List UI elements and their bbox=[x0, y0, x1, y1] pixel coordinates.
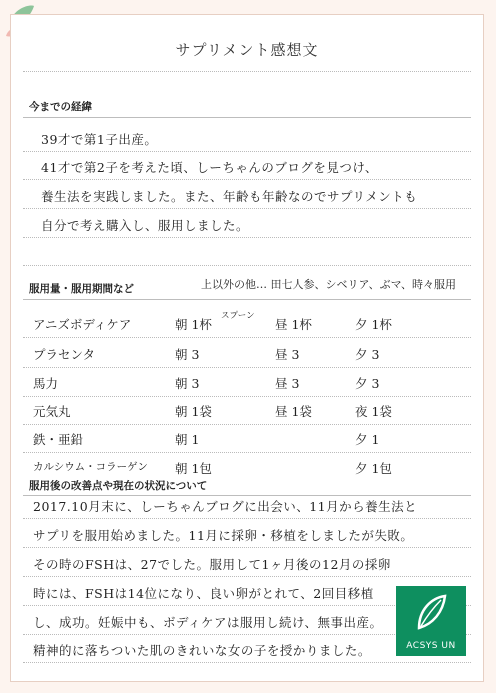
dosage-row bbox=[11, 402, 485, 426]
line-rule bbox=[23, 518, 471, 519]
dose-evening: 夕 1 bbox=[355, 432, 380, 447]
after-line: 時には、FSHは14位になり、良い卵がとれて、2回目移植 bbox=[33, 586, 374, 601]
dose-noon: 昼 1袋 bbox=[275, 404, 312, 419]
supplement-name: アニズボディケア bbox=[33, 317, 132, 332]
history-line: 39才で第1子出産。 bbox=[41, 132, 158, 147]
dose-noon: 昼 1杯 bbox=[275, 317, 312, 332]
dose-noon: 昼 3 bbox=[275, 376, 300, 391]
line-rule bbox=[23, 662, 471, 663]
history-line: 養生法を実践しました。また、年齢も年齢なのでサプリメントも bbox=[41, 189, 418, 204]
dosage-divider bbox=[23, 299, 471, 300]
after-line: その時のFSHは、27でした。服用して1ヶ月後の12月の採卵 bbox=[33, 557, 391, 572]
history-section-label: 今までの経緯 bbox=[29, 101, 92, 113]
after-section-label: 服用後の改善点や現在の状況について bbox=[29, 480, 208, 492]
dosage-row bbox=[11, 345, 485, 369]
after-line: 2017.10月末に、しーちゃんブログに出会い、11月から養生法と bbox=[33, 499, 418, 514]
supplement-name: カルシウム・コラーゲン bbox=[33, 461, 148, 473]
dose-morning: 朝 3 bbox=[175, 347, 200, 362]
after-line: サプリを服用始めました。11月に採卵・移植をしましたが失敗。 bbox=[33, 528, 414, 543]
dose-morning: 朝 1 bbox=[175, 432, 200, 447]
line-rule bbox=[23, 151, 471, 152]
dose-morning: 朝 1袋 bbox=[175, 404, 212, 419]
line-rule bbox=[23, 208, 471, 209]
essay-sheet bbox=[10, 14, 484, 682]
title-divider bbox=[23, 71, 471, 72]
line-rule bbox=[23, 265, 471, 266]
dosage-row bbox=[11, 315, 485, 339]
dose-evening: 夕 3 bbox=[355, 347, 380, 362]
supplement-name: プラセンタ bbox=[33, 347, 96, 362]
dose-evening: 夕 1杯 bbox=[355, 317, 392, 332]
dose-evening: 夕 3 bbox=[355, 376, 380, 391]
line-rule bbox=[23, 396, 471, 397]
history-line: 41才で第2子を考えた頃、しーちゃんのブログを見つけ、 bbox=[41, 160, 378, 175]
line-rule bbox=[23, 237, 471, 238]
dosage-row bbox=[11, 430, 485, 454]
supplement-name: 元気丸 bbox=[33, 404, 71, 419]
dosage-note: 上以外の他… 田七人参、シベリア、ぶマ、時々服用 bbox=[201, 278, 456, 291]
line-rule bbox=[23, 337, 471, 338]
history-divider bbox=[23, 117, 471, 118]
dose-morning: 朝 1杯 bbox=[175, 317, 212, 332]
line-rule bbox=[23, 367, 471, 368]
line-rule bbox=[23, 547, 471, 548]
line-rule bbox=[23, 179, 471, 180]
line-rule bbox=[23, 452, 471, 453]
dose-morning: 朝 1包 bbox=[175, 461, 212, 476]
logo-text: ACSYS UN bbox=[406, 641, 456, 651]
supplement-name: 馬力 bbox=[33, 376, 59, 391]
dosage-section-label: 服用量・服用期間など bbox=[29, 283, 134, 295]
dosage-row bbox=[11, 374, 485, 398]
supplement-name: 鉄・亜鉛 bbox=[33, 432, 84, 447]
leaf-logo-icon bbox=[411, 592, 451, 634]
after-divider bbox=[23, 495, 471, 496]
dose-morning: 朝 3 bbox=[175, 376, 200, 391]
after-line: 精神的に落ちついた肌のきれいな女の子を授かりました。 bbox=[33, 643, 371, 658]
acsys-logo bbox=[396, 586, 466, 656]
line-rule bbox=[23, 424, 471, 425]
after-line: し、成功。妊娠中も、ボディケアは服用し続け、無事出産。 bbox=[33, 615, 383, 630]
spoon-note: スプーン bbox=[221, 311, 255, 321]
history-line: 自分で考え購入し、服用しました。 bbox=[41, 218, 250, 233]
dose-evening: 夕 1包 bbox=[355, 461, 392, 476]
dose-noon: 昼 3 bbox=[275, 347, 300, 362]
dose-evening: 夜 1袋 bbox=[355, 404, 392, 419]
line-rule bbox=[23, 576, 471, 577]
page-title: サプリメント感想文 bbox=[175, 41, 319, 59]
